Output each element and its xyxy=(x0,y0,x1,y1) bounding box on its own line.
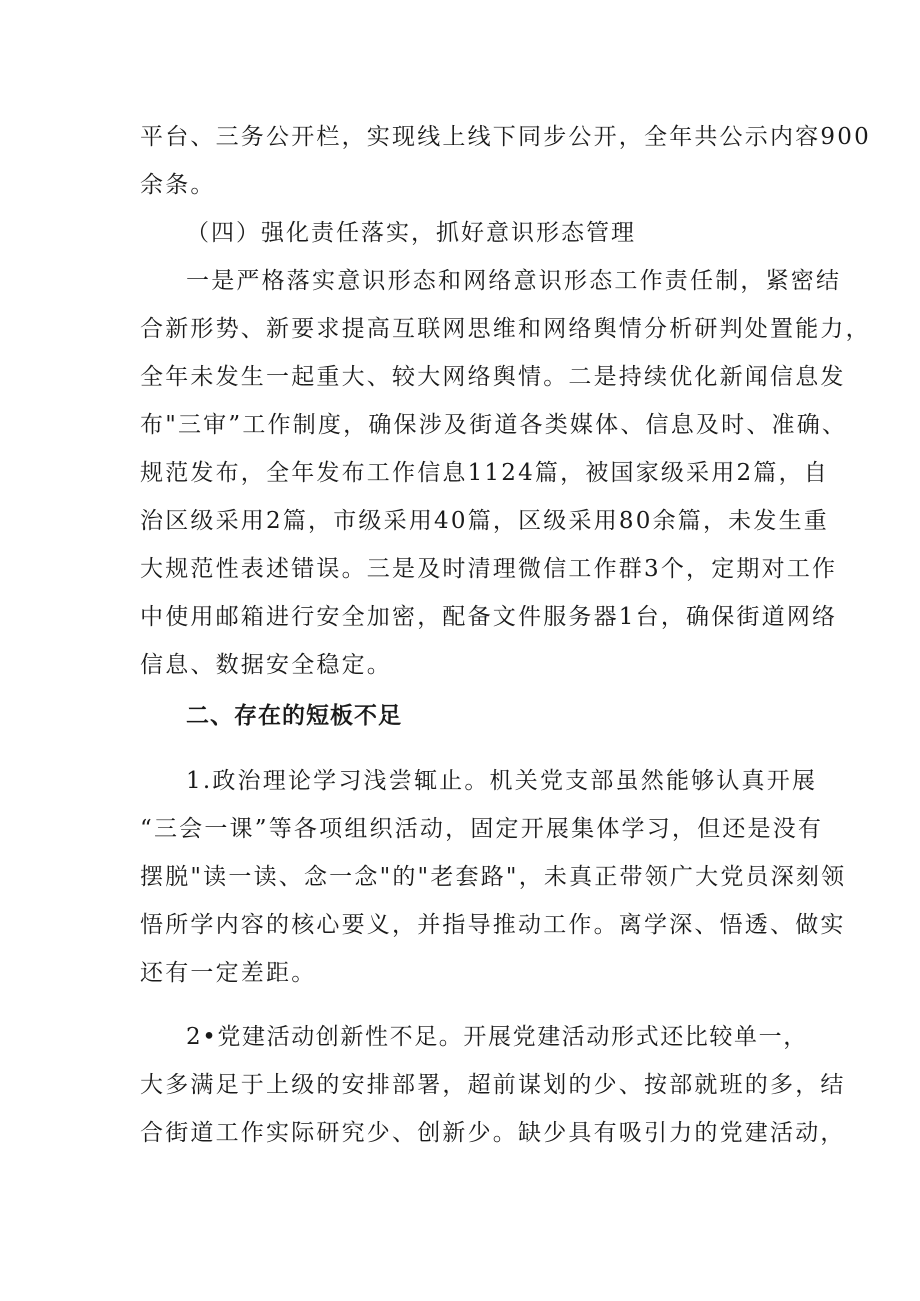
paragraph-line: 大规范性表述错误。三是及时清理微信工作群3个，定期对工作 xyxy=(140,556,838,582)
paragraph-line: 大多满足于上级的安排部署，超前谋划的少、按部就班的多，结 xyxy=(140,1072,846,1098)
paragraph-line: 悟所学内容的核心要义，并指导推动工作。离学深、悟透、做实 xyxy=(140,912,846,938)
paragraph-line: 平台、三务公开栏，实现线上线下同步公开，全年共公示内容900 xyxy=(140,124,871,150)
paragraph-line: 1.政治理论学习浅尝辄止。机关党支部虽然能够认真开展 xyxy=(186,768,818,794)
paragraph-line: 治区级采用2篇，市级采用40篇，区级采用80余篇，未发生重 xyxy=(140,508,829,534)
paragraph-line: 信息、数据安全稳定。 xyxy=(140,652,392,678)
paragraph-line: 布"三审”工作制度，确保涉及街道各类媒体、信息及时、准确、 xyxy=(140,412,848,438)
subheading-4: （四）强化责任落实，抓好意识形态管理 xyxy=(186,220,636,246)
paragraph-line: 合新形势、新要求提高互联网思维和网络舆情分析研判处置能力， xyxy=(140,316,871,342)
paragraph-line: 余条。 xyxy=(140,172,216,198)
paragraph-line: 中使用邮箱进行安全加密，配备文件服务器1台，确保街道网络 xyxy=(140,604,838,630)
paragraph-line: 一是严格落实意识形态和网络意识形态工作责任制，紧密结 xyxy=(186,268,842,294)
paragraph-line: 规范发布，全年发布工作信息1124篇，被国家级采用2篇，自 xyxy=(140,460,829,486)
section-heading: 二、存在的短板不足 xyxy=(186,703,402,729)
paragraph-line: 2•党建活动创新性不足。开展党建活动形式还比较单一， xyxy=(186,1024,808,1050)
paragraph-line: 还有一定差距。 xyxy=(140,960,317,986)
paragraph-line: 摆脱"读一读、念一念"的"老套路"，未真正带领广大党员深刻领 xyxy=(140,864,847,890)
paragraph-line: 全年未发生一起重大、较大网络舆情。二是持续优化新闻信息发 xyxy=(140,364,846,390)
paragraph-line: 合街道工作实际研究少、创新少。缺少具有吸引力的党建活动， xyxy=(140,1120,846,1146)
paragraph-line: “三会一课”等各项组织活动，固定开展集体学习，但还是没有 xyxy=(140,816,824,842)
